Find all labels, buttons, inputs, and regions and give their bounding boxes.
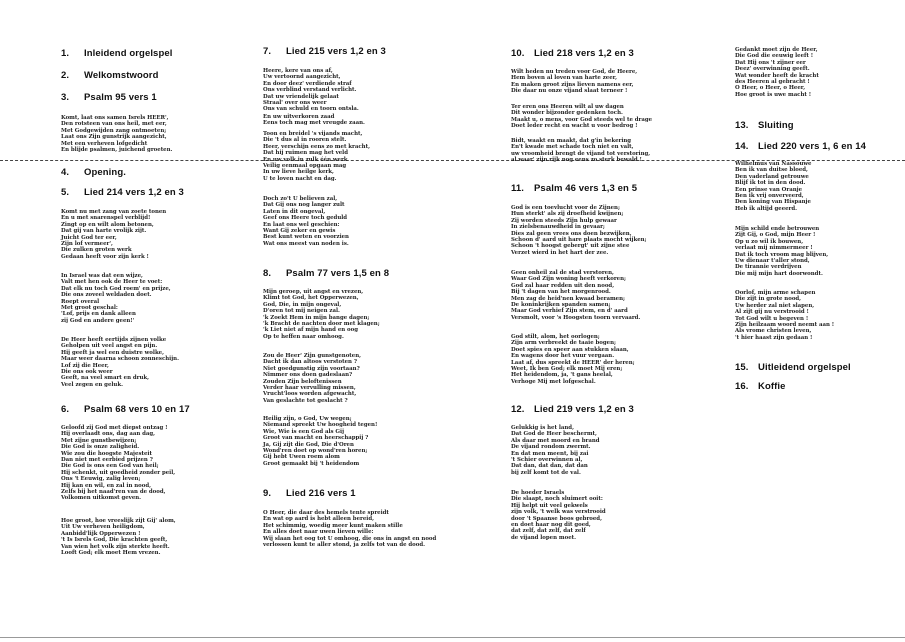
item-3-verse: Komt, laat ons samen Isrels HEER', Den rotsteen van ons heil, met eer, Met Godgewijden zang ontmoeten; Laat ons Zijn gunstrijk aangezicht, Met een verheven lofgedicht En blijde psalmen, juichend groeten. <box>61 115 173 154</box>
item-1-heading: 1. Inleidend orgelspel <box>61 48 173 59</box>
item-10-verse-2: Ter eren ons Heeren wilt al uw dagen Dit wonder bijzonder gedenken toch. Maakt u, o mens, voor God steeds wel te drage Doet leder recht en wacht u voor bedrog ! <box>511 104 653 130</box>
item-8-verse-3: Heilig zijn, o God, Uw wegen; Niemand spreekt Uw hoogheid tegen! Wie, Wie is een God als Gij Groot van macht en heerschappij ? Ja, Gij zijt die God, Die d'Oren Wond'ren doet op wond'ren horen; Gij hebt Uwen roem alom Groot gemaakt bij 't heidendom <box>263 416 378 467</box>
item-9-heading: 9. Lied 216 vers 1 <box>263 488 356 499</box>
item-13-heading: 13. Sluiting <box>735 120 794 131</box>
item-14-verse-3: Oorlof, mijn arme schapen Die zijt in grote nood, Uw herder zal niet slapen, Al zijt gij nu verstrooid ! Tot God wilt u begeven ! Zijn heilzaam woord neemt aan ! Als vrome christen leven, 't hier haast zijn gedaan ! <box>735 290 835 341</box>
item-3-heading: 3. Psalm 95 vers 1 <box>61 92 157 103</box>
item-5-verse-3: De Heer heeft eertijds zijnen volke Geholpen uit veel angst en pijn. Hij geeft ja wel een duistre wolke, Maar weer daarna schoon zonneschijn. Lof zij die Heer, Die ons ook weer Geeft, na veel smart en druk, Veel zegen en geluk. <box>61 337 179 388</box>
item-4-heading: 4. Opening. <box>61 167 126 178</box>
item-2-heading: 2. Welkomstwoord <box>61 70 159 81</box>
item-9-verse: O Heer, die daar des hemels tente spreidt En wat op aard is hebt alleen bereid, Het schimmig, woedig meer kunt maken stille En alles doet naar uwen lieven wille: Wij slaan het oog tot U omhoog, die ons in angst en nood verlossen kunt te aller stond, ja zelfs tot van de dood. <box>263 510 437 549</box>
item-6-verse-1: Geloofd zij God met diepst ontzag ! Hij overlaadt ons, dag aan dag, Met zijne gunstbewijzen; Die God is onze zaligheid. Wie zou die hoogste Majesteit Dan niet met eerbied prijzen ? Die God is ons een God van heil; Hij schenkt, uit goedheid zonder peil, Ons 't Eeuwig, zalig leven; Hij kan en wil, en zal in nood, Zelfs bij het naad'ren van de dood, Volkomen uitkomst geven. <box>61 425 176 502</box>
item-5-verse-2: In Israel was dat een wijze, Valt met hen ook de Heer te voet: Dat elk nu toch God roem' en prijze, Die ons zoveel weldaden doet. Roept overal Met groot geschal: 'Lof, prijs en dank alleen zij God en andere geen!' <box>61 273 171 324</box>
item-7-verse-3: Doch zo't U believen zal, Dat Gij ons nog langer zult Laten in dit ongeval, Geef ons Heere toch geduld En laat ons wel geschien: Want Gij zeker en gewis Best kunt weten en voorzien Wat ons meest van noden is. <box>263 196 349 247</box>
item-7-verse-2: Toon en breidel 's vijands macht, Die 't dus al in rooren stelt. Heer, verschijn eens zo met kracht, Dat hij ruimen mag het veld En uw volk in zulk één werk Veilig eenmaal opgaan mag In uw lieve heilge kerk, U te loven nacht en dag. <box>263 131 370 182</box>
item-6-verse-2: Hoe groot, hoe vreeslijk zijt Gij' alom, Uit Uw verheven heiligdom, Aanbidd'lijk Opperwezen ! 't Is Isrels God, Die krachten geeft, Van wien het volk zijn sterkte heeft. Looft God; elk moet Hem vrezen. <box>61 518 176 557</box>
item-8-verse-2: Zou de Heer' Zijn gunstgenoten, Dacht ik dan altoos verstoten ? Niet goedgunstig zijn voortaan? Nimmer ons doen gadeslaan? Zouden Zijn beloftenissen Verder haar vervulling missen, Vrucht'loos worden afgewacht, Van geslachte tot geslacht ? <box>263 353 362 404</box>
item-15-heading: 15. Uitleidend orgelspel <box>735 362 851 373</box>
item-11-verse-3: God stilt, alom, het oorlogen; Zijn arm verbreekt de taaie bogen; Doet spies en speer aan stukken slaan, En wagens door het vuur vergaan. Laat af, dus spreekt de HEER' der heren; Weet, Ik ben God; elk moet Mij eren; Het heidendom, ja, 't gans heelal, Verhoge Mij met lofgeschal. <box>511 334 635 385</box>
item-12-verse-3: Gedankt moet zijn de Heer, Die God die eeuwig leeft ! Dat Hij ons 't zijner eer Deez' overwinning geeft. Wat wonder heeft de kracht des Heeren al gebracht ! O Heer, o Heer, o Heer, Hoe groot is uwe macht ! <box>735 47 819 98</box>
item-11-verse-2: Geen onheil zal de stad verstoren, Waar God Zijn woning heeft verkoren; God zal haar redden uit den nood, Bij 't dagen van het morgenrood. Men zag de heid'nen kwaad beramen; De koninkrijken spanden samen; Maar God verhief Zijn stem, en d' aard Versmolt, voor 's Hoogsten toorn vervaard. <box>511 270 641 321</box>
item-10-verse-3: Bidt, waakt en maakt, dat g'in bekering En't kwade met schade toch niet en valt, uw vroomheid brengt de vijand tot verstoring, al waar' zijn rijk nog eens zo sterk bewald ! <box>511 138 651 164</box>
item-8-verse-1: Mijn geroep, uit angst en vrezen, Klimt tot God, het Opperwezen, God, Die, in mijn ongeval, D'oren tot mij neigen zal. 'k Zoekt Hem in mijn bange dagen; 'k Bracht de nachten door met klagen; 'k Liet niet af mijn hand en oog Op te heffen naar omhoog. <box>263 289 380 340</box>
page-edge-line <box>0 637 905 638</box>
item-7-verse-1: Heere, kere van ons af, Uw vertoornd aangezicht, En door deez' verdiende straf Ons verblind verstand verlicht. Dat uw vriendelijk gelaat Straal' over ons weer Ons van schuld en toorn ontsla. <box>263 68 359 113</box>
item-14-heading: 14. Lied 220 vers 1, 6 en 14 <box>735 141 867 152</box>
item-7-verse-1-end: En uw uitverkoren zaad Eens toch mag met vreugde zaan. <box>263 114 365 127</box>
item-11-heading: 11. Psalm 46 vers 1,3 en 5 <box>511 183 638 194</box>
item-5-verse-1: Komt nu met zang van zoete tonen En u met snarenspel verblijd! Zingt op en wilt alom betonen, Dat gij van harte vrolijk zijt. Juicht God ter eer, Zijn lof vermeer', Die zulken groten werk Gedaan heeft voor zijn kerk ! <box>61 209 167 260</box>
item-14-verse-2: Mijn schild ende betrouwen Zijt Gij, o God, mijn Heer ! Op u zo wil ik bouwen, verlaat mij nimmermeer ! Dat ik toch vroom mag blijven, Uw dienaar t'aller stond, De tirannie verdrijven Die mij mijn hart doorwondt. <box>735 226 829 277</box>
item-14-verse-1: Wilhelmus van Nassouwe Ben ik van duitse bloed, Den vaderland getrouwe Blijf ik tot in den dood. Een prinse van Oranje Ben ik vrij onverveerd, Den koning van Hispanje Heb ik altijd geeerd. <box>735 161 812 212</box>
item-12-verse-1: Gelukkig is het land, Dat God de Heer beschermt, Als daar met moord en brand De vijand rondom zwermt. En dat men meent, bij zai 't Schier overwinnen al, Dat dan, dat dan, dat dan bij zelf komt tot de val. <box>511 425 600 476</box>
item-7-heading: 7. Lied 215 vers 1,2 en 3 <box>263 46 386 57</box>
item-12-heading: 12. Lied 219 vers 1,2 en 3 <box>511 404 634 415</box>
item-6-heading: 6. Psalm 68 vers 10 en 17 <box>61 404 190 415</box>
item-12-verse-2: De hoeder Israels Die slaapt, noch sluimert ooit: Hij helpt uit veel gekwels zijn volk, 't welk was verstrooid door 't Spaanse boos gebroed, en doet haar nog dit goed, dat zelf, dat zelf, dat zelf de vijand lopen moet. <box>511 490 606 541</box>
item-5-heading: 5. Lied 214 vers 1,2 en 3 <box>61 187 184 198</box>
item-10-heading: 10. Lied 218 vers 1,2 en 3 <box>511 48 634 59</box>
item-11-verse-1: God is een toevlucht voor de Zijnen; Hun sterkt' als zij droefheid kwijnen; Zij worden steeds Zijn hulp gewaar In zielsbenauwdheid in gevaar; Dies zal geen vrees ons doen bezwijken, Schoon d' aard uit hare plaats mocht wijken; Schoon 't hoogst gebergt' uit zijne stee Verzet wierd in het hart der zee. <box>511 205 647 256</box>
item-10-verse-1: Wilt heden nu treden voor God, de Heere, Hem boven al loven van harte zeer, En maken groot zijns lieven namens eer, Die daar nu onze vijand slaat terneer ! <box>511 69 638 95</box>
item-8-heading: 8. Psalm 77 vers 1,5 en 8 <box>263 268 390 279</box>
item-16-heading: 16. Koffie <box>735 381 786 392</box>
